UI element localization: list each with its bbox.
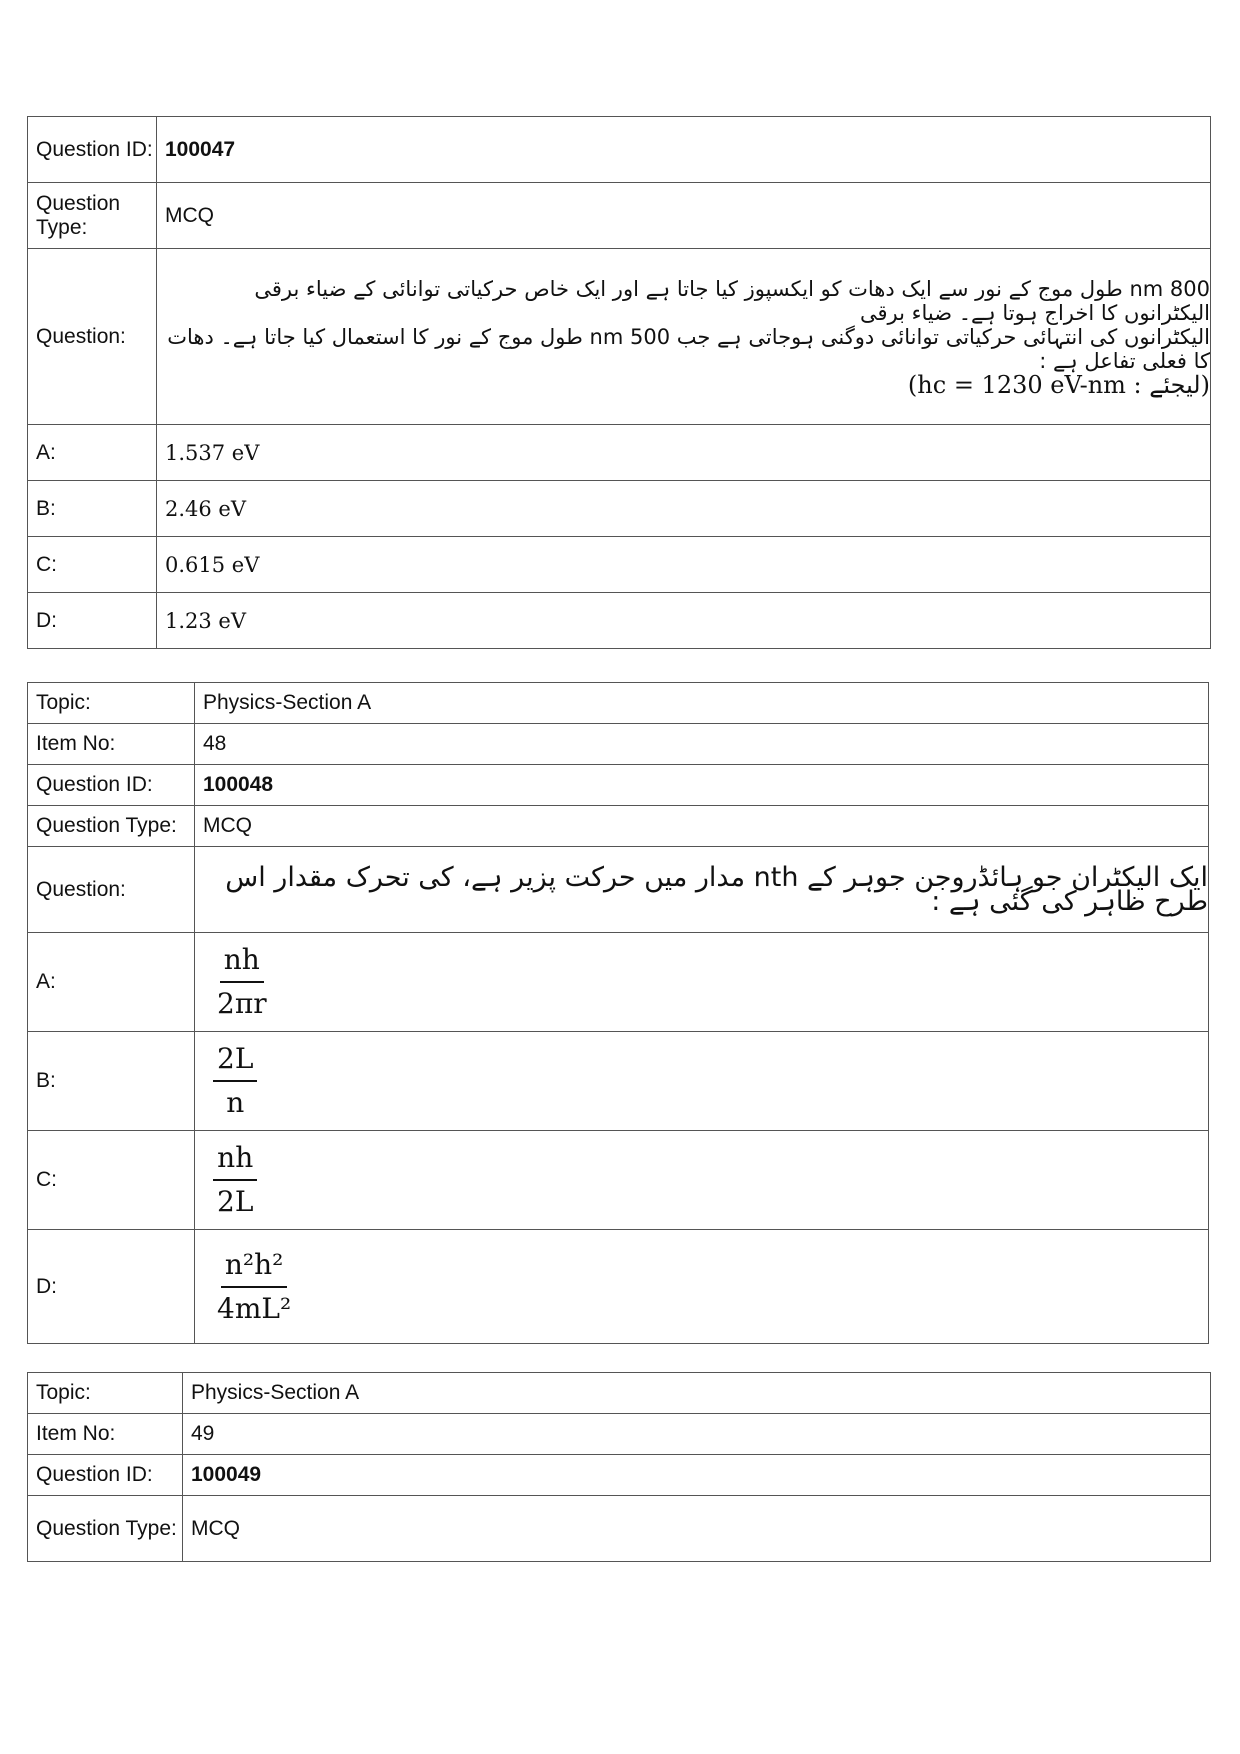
topic-label: Topic: [28,683,195,724]
question-47-table [27,116,1211,649]
option-a-denominator: 2πr [217,987,267,1020]
option-b-label: B: [28,481,157,537]
option-c-label: C: [28,1131,195,1230]
option-b-value [195,1032,1209,1131]
question-line-1: 800 nm طول موج کے نور سے ایک دھات کو ایکسپوز کیا جاتا ہے اور ایک خاص حرکیاتی توانائی کے ضیاء برقی الیکٹرانوں کا اخراج ہوتا ہے۔ ضیاء برقی [254,276,1210,325]
option-c-value [195,1131,1209,1230]
question-type-value: MCQ [195,806,1209,847]
option-c-denominator: 2L [217,1185,254,1218]
question-id-label: Question ID: [28,765,195,806]
option-d-label: D: [28,1230,195,1344]
question-id-value: 100047 [157,117,1211,183]
question-type-value: MCQ [157,183,1211,249]
option-a-label: A: [28,425,157,481]
question-type-label: Question Type: [28,806,195,847]
question-id-value: 100049 [183,1455,1211,1496]
option-a-value [195,933,1209,1032]
option-b-value: 2.46 eV [157,481,1211,537]
question-type-label: Question Type: [28,183,157,249]
question-text [157,249,1211,425]
option-b-denominator: n [226,1086,245,1119]
question-id-value: 100048 [195,765,1209,806]
question-id-label: Question ID: [28,1455,183,1496]
option-a-numerator: nh [220,943,264,983]
topic-value: Physics-Section A [195,683,1209,724]
question-label: Question: [28,847,195,933]
option-c-label: C: [28,537,157,593]
option-c-fraction [213,1141,257,1219]
question-hint: (hc = 1230 eV-nm : لیجئے) [907,370,1210,399]
option-a-fraction [213,943,271,1021]
item-no-value: 48 [195,724,1209,765]
question-text: ایک الیکٹران جو ہائڈروجن جوہر کے nth مدار میں حرکت پزیر ہے، کی تحرک مقدار اس طرح ظاہر کی گئی ہے : [195,847,1209,933]
question-type-value: MCQ [183,1496,1211,1562]
option-c-value: 0.615 eV [157,537,1211,593]
option-b-label: B: [28,1032,195,1131]
option-d-value: 1.23 eV [157,593,1211,649]
question-type-label: Question Type: [28,1496,183,1562]
option-d-label: D: [28,593,157,649]
option-c-numerator: nh [213,1141,257,1181]
item-no-value: 49 [183,1414,1211,1455]
option-d-numerator: n²h² [221,1248,288,1288]
option-d-value [195,1230,1209,1344]
option-a-value: 1.537 eV [157,425,1211,481]
option-d-fraction [213,1248,295,1326]
topic-label: Topic: [28,1373,183,1414]
question-id-label: Question ID: [28,117,157,183]
question-49-table [27,1372,1211,1562]
option-b-fraction [213,1042,257,1120]
item-no-label: Item No: [28,1414,183,1455]
item-no-label: Item No: [28,724,195,765]
question-line-2: الیکٹرانوں کی انتہائی حرکیاتی توانائی دوگنی ہوجاتی ہے جب 500 nm طول موج کے نور کا استعمال کیا جاتا ہے۔ دھات کا فعلی تفاعل ہے : [167,324,1210,373]
option-d-denominator: 4mL² [217,1291,292,1325]
option-b-numerator: 2L [213,1042,257,1082]
question-label: Question: [28,249,157,425]
topic-value: Physics-Section A [183,1373,1211,1414]
option-a-label: A: [28,933,195,1032]
question-48-table [27,682,1209,1344]
